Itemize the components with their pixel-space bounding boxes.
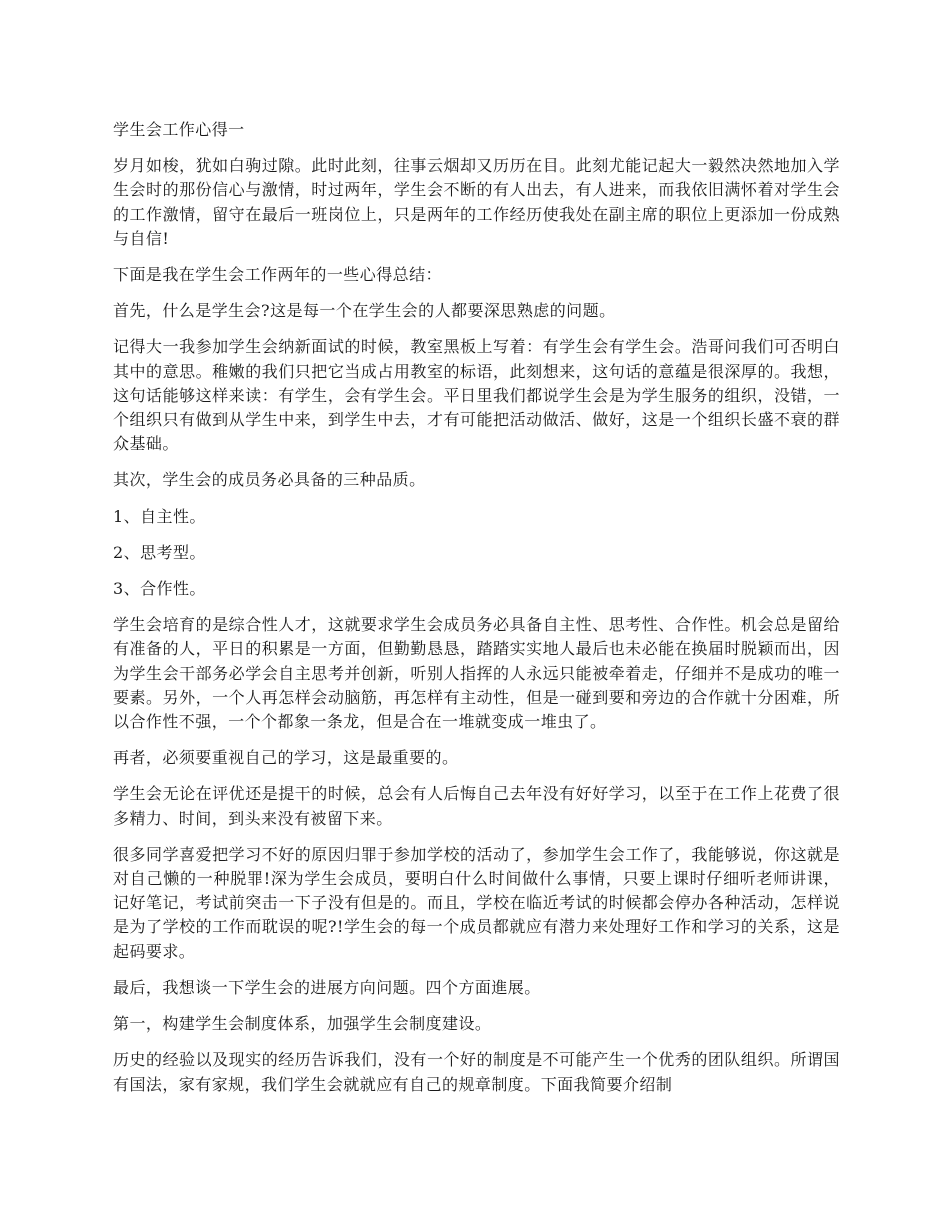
- paragraph: 很多同学喜爱把学习不好的原因归罪于参加学校的活动了，参加学生会工作了，我能够说，你这就是对自己懒的一种脱罪!深为学生会成员，要明白什么时间做什么事情，只要上课时仔细听老师讲课，记好笔记，考试前突击一下子没有但是的。而且，学校在临近考试的时候都会停办各种活动，怎样说是为了学校的工作而耽误的呢?!学生会的每一个成员都就应有潜力来处理好工作和学习的关系，这是起码要求。: [113, 844, 840, 961]
- paragraph: 学生会培育的是综合性人才，这就要求学生会成员务必具备自主性、思考性、合作性。机会总是留给有准备的人，平日的积累是一方面，但勤勤恳恳，踏踏实实地人最后也未必能在换届时脱颖而出，因为学生会干部务必学会自主思考并创新，听别人指挥的人永远只能被牵着走，仔细并不是成功的唯一要素。另外，一个人再怎样会动脑筋，再怎样有主动性，但是一碰到要和旁边的合作就十分困难，所以合作性不强，一个个都象一条龙，但是合在一堆就变成一堆虫了。: [113, 615, 840, 732]
- paragraph: 记得大一我参加学生会纳新面试的时候，教室黑板上写着：有学生会有学生会。浩哥问我们可否明白其中的意思。稚嫩的我们只把它当成占用教室的标语，此刻想来，这句话的意蕴是很深厚的。我想，这句话能够这样来读：有学生，会有学生会。平日里我们都说学生会是为学生服务的组织，没错，一个组织只有做到从学生中来，到学生中去，才有可能把活动做活、做好，这是一个组织长盛不衰的群众基础。: [113, 337, 840, 454]
- document-title: 学生会工作心得一: [113, 120, 245, 139]
- paragraph: 其次，学生会的成员务必具备的三种品质。: [113, 470, 426, 490]
- paragraph: 学生会无论在评优还是提干的时候，总会有人后悔自己去年没有好好学习，以至于在工作上花费了很多精力、时间，到头来没有被留下来。: [113, 784, 840, 828]
- paragraph: 再者，必须要重视自己的学习，这是最重要的。: [113, 748, 459, 768]
- paragraph: 最后，我想谈一下学生会的进展方向问题。四个方面進展。: [113, 977, 541, 997]
- document-body: [113, 118, 840, 1109]
- paragraph: 岁月如梭，犹如白驹过隙。此时此刻，往事云烟却又历历在目。此刻尤能记起大一毅然决然地加入学生会时的那份信心与激情，时过两年，学生会不断的有人出去，有人进来，而我依旧满怀着对学生会的工作激情，留守在最后一班岗位上，只是两年的工作经历使我处在副主席的职位上更添加一份成熟与自信!: [113, 156, 840, 248]
- list-item: 3、合作性。: [113, 579, 206, 599]
- paragraph: 历史的经验以及现实的经历告诉我们，没有一个好的制度是不可能产生一个优秀的团队组织。所谓国有国法，家有家规，我们学生会就就应有自己的规章制度。下面我简要介绍制: [113, 1050, 840, 1094]
- paragraph: 下面是我在学生会工作两年的一些心得总结：: [113, 265, 443, 285]
- paragraph: 第一，构建学生会制度体系，加强学生会制度建设。: [113, 1014, 492, 1034]
- list-item: 1、自主性。: [113, 506, 206, 526]
- list-item: 2、思考型。: [113, 542, 206, 562]
- paragraph: 首先，什么是学生会?这是每一个在学生会的人都要深思熟虑的问题。: [113, 301, 616, 321]
